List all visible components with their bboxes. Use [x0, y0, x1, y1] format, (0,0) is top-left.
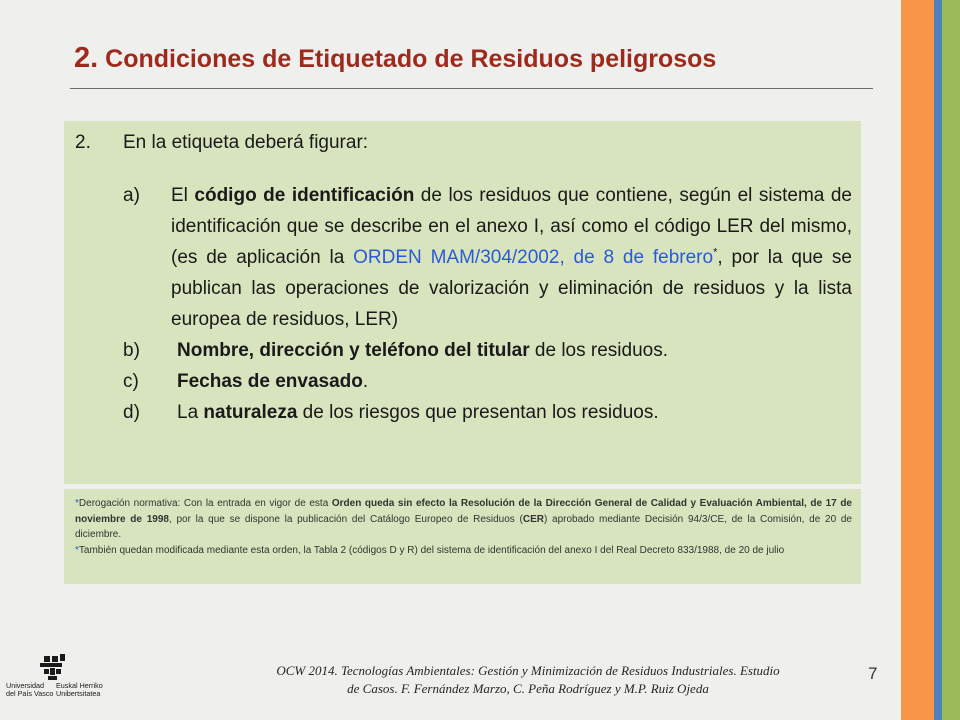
item-c-label: c)	[123, 371, 139, 392]
spacer	[75, 158, 852, 180]
footnote-2-mark: *	[75, 544, 79, 556]
university-logo	[4, 652, 104, 702]
footnote-1	[75, 496, 852, 543]
footnote-1-mark: *	[75, 498, 79, 509]
item-b-rest: de los residuos.	[529, 340, 668, 361]
slide-title	[74, 42, 716, 75]
orange-side-stripe	[901, 0, 934, 720]
item-c-text	[171, 366, 852, 397]
footnote-marker: *	[713, 246, 718, 259]
item-d-bold: naturaleza	[203, 402, 298, 423]
intro-text: En la etiqueta deberá figurar:	[123, 132, 369, 153]
intro-line	[75, 127, 852, 158]
item-d-text	[171, 397, 852, 428]
orden-link[interactable]: ORDEN MAM/304/2002, de 8 de febrero	[353, 247, 714, 268]
footer-line-2: de Casos. F. Fernández Marzo, C. Peña Rodríguez y M.P. Ruiz Ojeda	[347, 681, 709, 696]
footnote-2	[75, 543, 852, 559]
footnote-1-text-3: ) aprobado mediante Decisión 94/3/CE, de la Comisión, de 20 de diciembre.	[75, 513, 852, 540]
logo-left-line-1: Universidad	[6, 681, 44, 690]
footnote-2-text: También quedan modificada mediante esta orden, la Tabla 2 (códigos D y R) del sistema de identificación del anexo I del Real Decreto 833/1988, de 20 de julio	[78, 544, 785, 556]
list-item-a	[75, 180, 852, 335]
page-number: 7	[868, 664, 878, 683]
item-b-label: b)	[123, 340, 140, 361]
item-a-text-1: El	[171, 185, 195, 206]
green-side-stripe	[942, 0, 960, 720]
item-d-text-1: La	[177, 402, 204, 423]
item-d-label: d)	[123, 402, 140, 423]
logo-left-line-2: del País Vasco	[6, 689, 54, 698]
item-c-rest: .	[362, 371, 369, 392]
footer-credits	[258, 662, 798, 698]
logo-right-line-1: Euskal Herriko	[56, 681, 103, 690]
item-a-text	[171, 180, 852, 335]
footnote-box	[64, 489, 861, 584]
list-item-b	[75, 335, 852, 366]
list-item-d	[75, 397, 852, 428]
footnote-1-bold-2: CER	[522, 513, 544, 525]
item-c-bold: Fechas de envasado	[177, 371, 363, 392]
item-a-text-3: , por la que se publican las operaciones de valorización y eliminación de residuos y la lista europea de residuos, LER)	[171, 247, 852, 330]
item-b-bold: Nombre, dirección y teléfono del titular	[177, 340, 530, 361]
intro-number: 2.	[75, 132, 91, 153]
title-number: 2.	[74, 42, 99, 74]
blue-side-stripe	[934, 0, 942, 720]
item-a-label: a)	[123, 185, 140, 206]
item-b-text	[171, 335, 852, 366]
logo-right-line-2: Unibertsitatea	[56, 689, 101, 698]
list-item-c	[75, 366, 852, 397]
item-d-rest: de los riesgos que presentan los residuos.	[297, 402, 659, 423]
title-text: Condiciones de Etiquetado de Residuos peligrosos	[105, 45, 717, 73]
footnote-1-bold-1: Orden queda sin efecto la Resolución de la Dirección General de Calidad y Evaluación Ambiental, de 17 de noviembre de 1998	[75, 498, 852, 525]
logo-emblem-icon	[40, 654, 65, 680]
footnote-1-text-1: Derogación normativa: Con la entrada en vigor de esta	[78, 498, 332, 509]
item-a-bold: código de identificación	[194, 185, 415, 206]
title-divider	[70, 88, 873, 89]
footnote-1-text-2: , por la que se dispone la publicación del Catálogo Europeo de Residuos (	[168, 513, 523, 525]
content-box	[64, 121, 861, 484]
item-a-text-2: de los residuos que contiene, según el sistema de identificación que se describe en el anexo I, así como el código LER del mismo, (es de aplicación la	[171, 185, 852, 268]
footer-line-1: OCW 2014. Tecnologías Ambientales: Gestión y Minimización de Residuos Industriales. Estudio	[276, 663, 780, 678]
